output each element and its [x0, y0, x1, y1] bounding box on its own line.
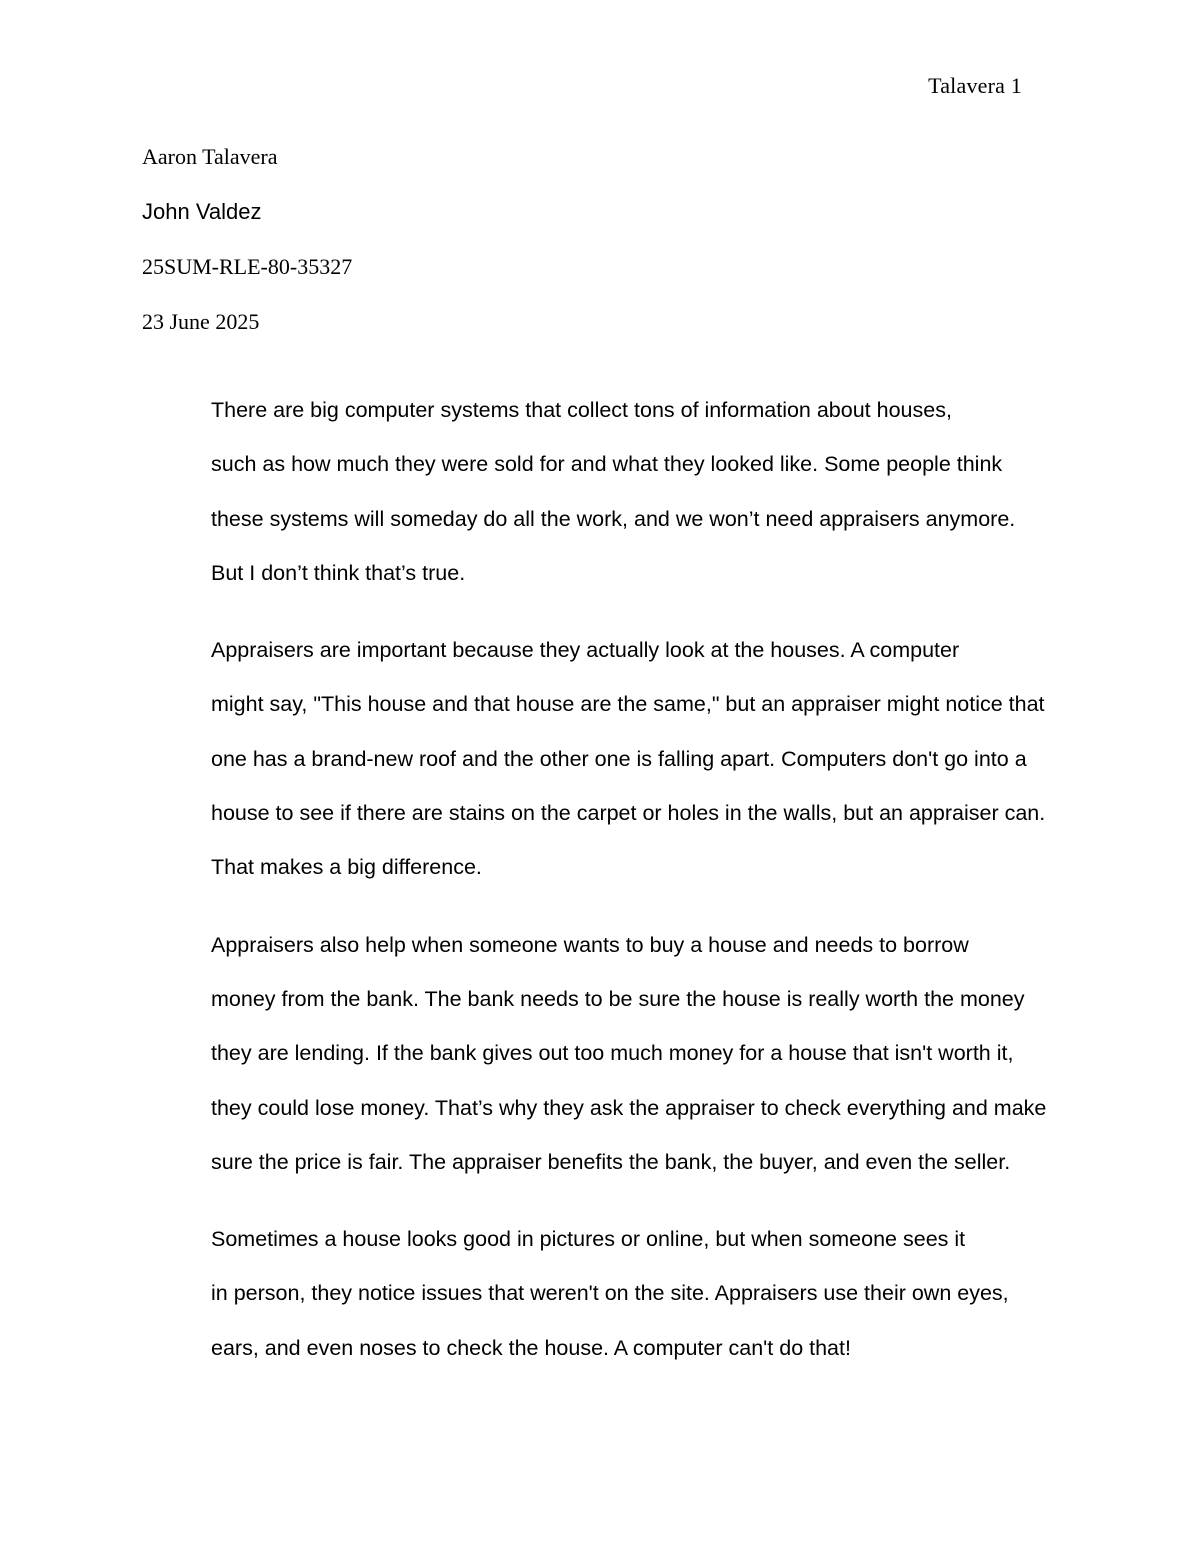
paragraph-line: in person, they notice issues that weren't on the site. Appraisers use their own eyes,	[211, 1281, 1009, 1306]
paragraph-line: they are lending. If the bank gives out too much money for a house that isn't worth it,	[211, 1041, 1014, 1066]
student-name: Aaron Talavera	[142, 144, 278, 169]
paragraph-line: might say, "This house and that house are the same," but an appraiser might notice that	[211, 692, 1045, 717]
paragraph-line: Appraisers also help when someone wants to buy a house and needs to borrow	[211, 932, 969, 957]
paragraph-2	[142, 623, 1062, 894]
paragraph-3	[142, 918, 1062, 1189]
paragraph-line: these systems will someday do all the work, and we won’t need appraisers anymore.	[211, 506, 1016, 531]
paragraph-line: such as how much they were sold for and what they looked like. Some people think	[211, 452, 1003, 477]
paragraph-line: house to see if there are stains on the carpet or holes in the walls, but an appraiser can.	[211, 801, 1046, 826]
paragraph-line: money from the bank. The bank needs to be sure the house is really worth the money	[211, 986, 1025, 1011]
paragraph-line: That makes a big difference.	[211, 855, 482, 880]
paragraph-line: Sometimes a house looks good in pictures or online, but when someone sees it	[211, 1227, 966, 1252]
paragraph-line: Appraisers are important because they actually look at the houses. A computer	[211, 638, 960, 663]
running-head: Talavera 1	[928, 73, 1022, 98]
course-code: 25SUM-RLE-80-35327	[142, 254, 353, 279]
paragraph-line: There are big computer systems that collect tons of information about houses,	[211, 398, 952, 422]
essay-body	[142, 383, 1062, 1398]
paragraph-line: sure the price is fair. The appraiser benefits the bank, the buyer, and even the seller.	[211, 1149, 1011, 1174]
paragraph-line: ears, and even noses to check the house. A computer can't do that!	[211, 1335, 851, 1360]
paragraph-line: But I don’t think that’s true.	[211, 560, 466, 585]
mla-heading	[142, 143, 1062, 363]
paragraph-line: they could lose money. That’s why they ask the appraiser to check everything and make	[211, 1095, 1047, 1120]
essay-date: 23 June 2025	[142, 309, 260, 334]
paragraph-line: one has a brand-new roof and the other one is falling apart. Computers don't go into a	[211, 746, 1027, 771]
paragraph-1	[142, 383, 1062, 600]
paragraph-4	[142, 1212, 1062, 1375]
instructor-name: John Valdez	[142, 199, 262, 224]
